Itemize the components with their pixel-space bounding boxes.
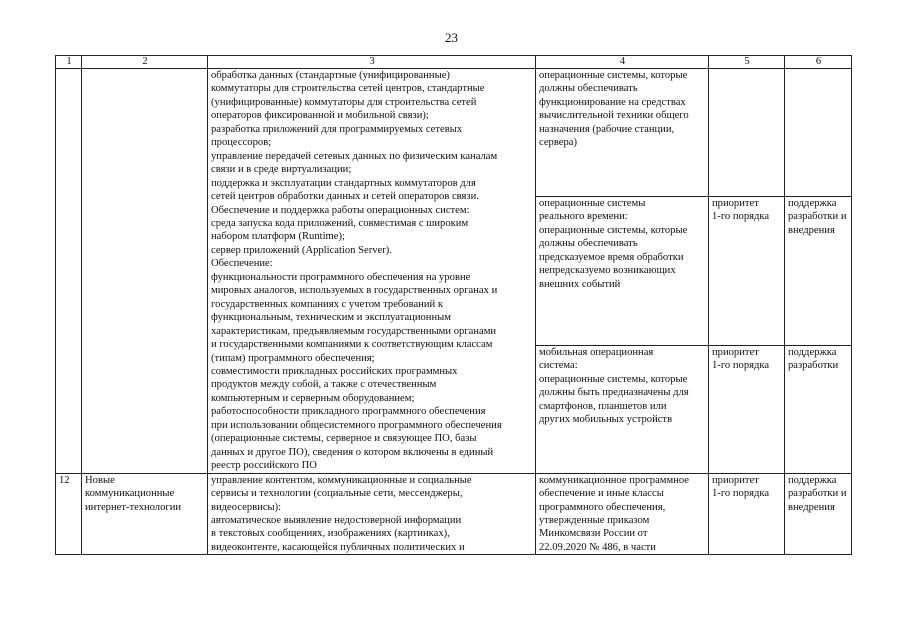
technology-name-lines	[85, 474, 205, 514]
software-class-line: система:	[539, 360, 578, 372]
header-col-2: 2	[82, 56, 208, 69]
technology-name-cell	[82, 473, 208, 555]
description-line: набором платформ (Runtime);	[211, 231, 345, 243]
technology-name-line: коммуникационные	[85, 488, 175, 500]
support-line: разработки и	[788, 488, 847, 500]
header-col-1: 1	[56, 56, 82, 69]
technology-description-cell	[208, 473, 536, 555]
technology-description-cell	[208, 69, 536, 474]
software-class-line: Минкомсвязи России от	[539, 528, 648, 540]
description-line: в текстовых сообщениях, изображениях (картинках),	[211, 528, 450, 540]
table-row	[56, 473, 852, 555]
description-line: и государственными компаниями к соответствующим классам	[211, 339, 493, 351]
row-number-cell	[56, 69, 82, 474]
priority-line: 1-го порядка	[712, 211, 770, 223]
priority-cell	[709, 196, 785, 345]
software-class-lines	[539, 346, 706, 427]
software-class-line: других мобильных устройств	[539, 414, 673, 425]
software-class-line: операционные системы, которые	[539, 373, 688, 385]
description-line: разработка приложений для программируемых сетевых	[211, 123, 463, 135]
description-line: автоматическое выявление недостоверной информации	[211, 514, 462, 526]
support-cell	[785, 473, 852, 555]
header-col-6: 6	[785, 56, 852, 69]
software-class-cell	[536, 345, 709, 473]
software-class-line: вычислительной техники общего	[539, 110, 689, 122]
priority-cell	[709, 473, 785, 555]
description-line: сетей центров обработки данных и сетей операторов связи.	[211, 191, 479, 203]
description-line: (унифицированные) коммутаторы для строительства сетей	[211, 96, 477, 108]
software-class-line: назначения (рабочие станции,	[539, 123, 675, 135]
priority-lines	[712, 474, 782, 501]
software-class-line: должны обеспечивать	[539, 83, 638, 95]
table-row	[56, 69, 852, 197]
description-line: реестр российского ПО	[211, 460, 317, 472]
technology-name-cell	[82, 69, 208, 474]
software-class-line: смартфонов, планшетов или	[539, 400, 667, 412]
description-line: компьютерным и серверным оборудованием;	[211, 392, 415, 404]
priority-line: 1-го порядка	[712, 488, 770, 500]
priority-lines	[712, 346, 782, 373]
header-col-3: 3	[208, 56, 536, 69]
priority-cell	[709, 345, 785, 473]
priority-cell	[709, 69, 785, 197]
description-line: коммутаторы для строительства сетей центров, стандартные	[211, 83, 485, 95]
software-class-line: коммуникационное программное	[539, 474, 689, 486]
software-class-line: утвержденные приказом	[539, 514, 650, 526]
description-line: Обеспечение и поддержка работы операционных систем:	[211, 204, 470, 216]
support-line: внедрения	[788, 224, 835, 236]
description-line: государственных компаниях с учетом требований к	[211, 298, 443, 310]
description-lines	[211, 474, 533, 555]
support-line: поддержка	[788, 197, 837, 209]
software-class-cell	[536, 196, 709, 345]
description-line: при использовании общесистемного программного обеспечения	[211, 419, 502, 431]
row-number-cell: 12	[56, 473, 82, 555]
software-class-line: предсказуемое время обработки	[539, 251, 684, 263]
software-class-lines	[539, 474, 706, 555]
description-line: Обеспечение:	[211, 258, 273, 270]
software-class-line: сервера)	[539, 137, 577, 149]
description-line: сервисы и технологии (социальные сети, мессенджеры,	[211, 488, 463, 500]
support-cell	[785, 196, 852, 345]
software-class-line: внешних событий	[539, 278, 621, 290]
priority-line: приоритет	[712, 346, 759, 358]
software-class-line: операционные системы	[539, 197, 646, 209]
technology-table	[55, 55, 852, 555]
description-line: продуктов между собой, а также с отечественным	[211, 379, 437, 391]
description-line: совместимости прикладных российских программных	[211, 365, 458, 377]
support-line: разработки и	[788, 211, 847, 223]
priority-line: приоритет	[712, 197, 759, 209]
description-line: (типам) программного обеспечения;	[211, 352, 375, 364]
description-line: мировых аналогов, используемых в государственных органах и	[211, 285, 498, 297]
priority-lines	[712, 197, 782, 224]
description-line: управление контентом, коммуникационные и социальные	[211, 474, 472, 486]
software-class-line: программного обеспечения,	[539, 501, 666, 513]
software-class-line: функционирование на средствах	[539, 96, 686, 108]
support-line: внедрения	[788, 501, 835, 513]
description-line: операторов фиксированной и мобильной связи);	[211, 110, 429, 122]
support-lines	[788, 346, 849, 373]
description-line: сервер приложений (Application Server).	[211, 244, 392, 256]
description-line: характеристикам, предъявляемым государственными органами	[211, 325, 497, 337]
support-lines	[788, 197, 849, 237]
description-line: данных и другое ПО), сведения о котором включены в единый	[211, 446, 494, 458]
software-class-lines	[539, 197, 706, 291]
technology-name-line: Новые	[85, 474, 115, 486]
header-row	[56, 56, 852, 69]
software-class-line: 22.09.2020 № 486, в части	[539, 541, 656, 553]
description-line: обработка данных (стандартные (унифицированные)	[211, 70, 450, 81]
support-line: поддержка	[788, 346, 837, 358]
software-class-line: обеспечение и иные классы	[539, 488, 664, 500]
description-line: функциональным, техническим и эксплуатационным	[211, 312, 451, 324]
description-line: управление передачей сетевых данных по физическим каналам	[211, 150, 498, 162]
software-class-cell	[536, 69, 709, 197]
description-line: процессоров;	[211, 137, 272, 149]
software-class-lines	[539, 69, 706, 150]
software-class-line: операционные системы, которые	[539, 70, 688, 81]
software-class-line: операционные системы, которые	[539, 224, 688, 236]
header-col-4: 4	[536, 56, 709, 69]
description-line: среда запуска кода приложений, совместимая с широким	[211, 217, 469, 229]
description-line: работоспособности прикладного программного обеспечения	[211, 406, 486, 418]
technology-name-line: интернет-технологии	[85, 501, 182, 513]
support-cell	[785, 69, 852, 197]
software-class-line: непредсказуемо возникающих	[539, 265, 676, 277]
software-class-line: должны быть предназначены для	[539, 387, 689, 399]
description-line: функциональности программного обеспечения на уровне	[211, 271, 471, 283]
description-lines	[211, 69, 533, 473]
header-col-5: 5	[709, 56, 785, 69]
software-class-line: реального времени:	[539, 211, 628, 223]
description-line: видеосервисы):	[211, 501, 282, 513]
support-line: разработки	[788, 360, 839, 372]
description-line: связи и в среде виртуализации;	[211, 164, 352, 176]
description-line: (операционные системы, серверное и связующее ПО, базы	[211, 433, 477, 445]
priority-line: 1-го порядка	[712, 360, 770, 372]
support-lines	[788, 474, 849, 514]
page-number: 23	[445, 30, 458, 45]
description-line: видеоконтенте, касающейся публичных политических и	[211, 541, 465, 553]
support-line: поддержка	[788, 474, 837, 486]
software-class-line: мобильная операционная	[539, 346, 654, 358]
software-class-line: должны обеспечивать	[539, 238, 638, 250]
support-cell	[785, 345, 852, 473]
description-line: поддержка и эксплуатации стандартных коммутаторов для	[211, 177, 476, 189]
priority-line: приоритет	[712, 474, 759, 486]
software-class-cell	[536, 473, 709, 555]
